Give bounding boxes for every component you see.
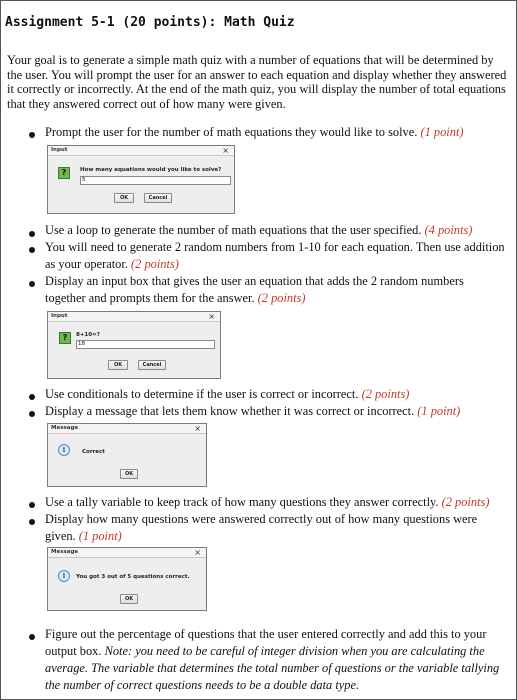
ok-button[interactable]: OK [120, 594, 138, 604]
close-icon[interactable]: × [194, 424, 201, 433]
dialog-title-bar [48, 146, 234, 156]
info-icon: i [58, 444, 70, 456]
bullet-icon [29, 502, 35, 508]
ok-button[interactable]: OK [108, 360, 128, 370]
dialog-title: Input [51, 147, 68, 153]
bullet-icon [29, 411, 35, 417]
dialog-title-bar [48, 424, 206, 434]
task-item: Use a loop to generate the number of math equations that the user specified. (4 points) [45, 223, 473, 237]
message-dialog-result [47, 423, 207, 487]
dialog-message: You got 3 out of 5 questions correct. [76, 574, 190, 580]
answer-input[interactable]: 5 [80, 176, 231, 185]
dialog-title: Message [51, 549, 79, 555]
task-item: Display a message that lets them know whether it was correct or incorrect. (1 point) [45, 404, 461, 418]
dialog-message: 8+10=? [76, 332, 100, 338]
dialog-title-bar [48, 312, 220, 322]
dialog-title: Input [51, 313, 68, 319]
task-item: Prompt the user for the number of math equations they would like to solve. (1 point) [45, 125, 464, 139]
task-item: Figure out the percentage of questions that the user entered correctly and add this to your output box. Note: you need to be careful of integer division when you are calculating the average. The variable that determines the total number of questions or the variable tallying the number of correct questions needs to be a double data type. [45, 627, 500, 692]
input-dialog-equation [47, 311, 221, 379]
ok-button[interactable]: OK [114, 193, 134, 203]
task-item: Use conditionals to determine if the user is correct or incorrect. (2 points) [45, 387, 410, 401]
task-item: You will need to generate 2 random numbers from 1-10 for each equation. Then use addition as your operator. (2 points) [45, 240, 505, 271]
close-icon[interactable]: × [194, 548, 201, 557]
bullet-icon [29, 247, 35, 253]
cancel-button[interactable]: Cancel [144, 193, 172, 203]
question-icon: ? [58, 167, 70, 179]
task-item: Display how many questions were answered correctly out of how many questions were given. (1 point) [45, 512, 478, 543]
ok-button[interactable]: OK [120, 469, 138, 479]
bullet-icon [29, 132, 35, 138]
task-item: Display an input box that gives the user an equation that adds the 2 random numbers together and prompts them for the answer. (2 points) [45, 274, 464, 305]
close-icon[interactable]: × [208, 312, 215, 321]
info-icon: i [58, 570, 70, 582]
message-dialog-summary [47, 547, 207, 611]
task-item: Use a tally variable to keep track of how many questions they answer correctly. (2 points) [45, 495, 490, 509]
dialog-message: How many equations would you like to solve? [80, 167, 222, 173]
dialog-title: Message [51, 425, 79, 431]
bullet-icon [29, 634, 35, 640]
intro-paragraph: Your goal is to generate a simple math quiz with a number of equations that will be determined by the user. You will prompt the user for an answer to each equation and display whether they answered it correctly or incorrectly. At the end of the math quiz, you will display the number of total equations that they answered correct out of how many were given. [7, 53, 507, 111]
dialog-message: Correct [82, 449, 105, 455]
dialog-title-bar [48, 548, 206, 558]
close-icon[interactable]: × [222, 146, 229, 155]
input-dialog-equation-count [47, 145, 235, 214]
assignment-title: Assignment 5-1 (20 points): Math Quiz [5, 15, 295, 30]
question-icon: ? [59, 332, 71, 344]
cancel-button[interactable]: Cancel [138, 360, 166, 370]
answer-input[interactable]: 18 [76, 340, 215, 349]
bullet-icon [29, 394, 35, 400]
bullet-icon [29, 231, 35, 237]
bullet-icon [29, 519, 35, 525]
bullet-icon [29, 281, 35, 287]
